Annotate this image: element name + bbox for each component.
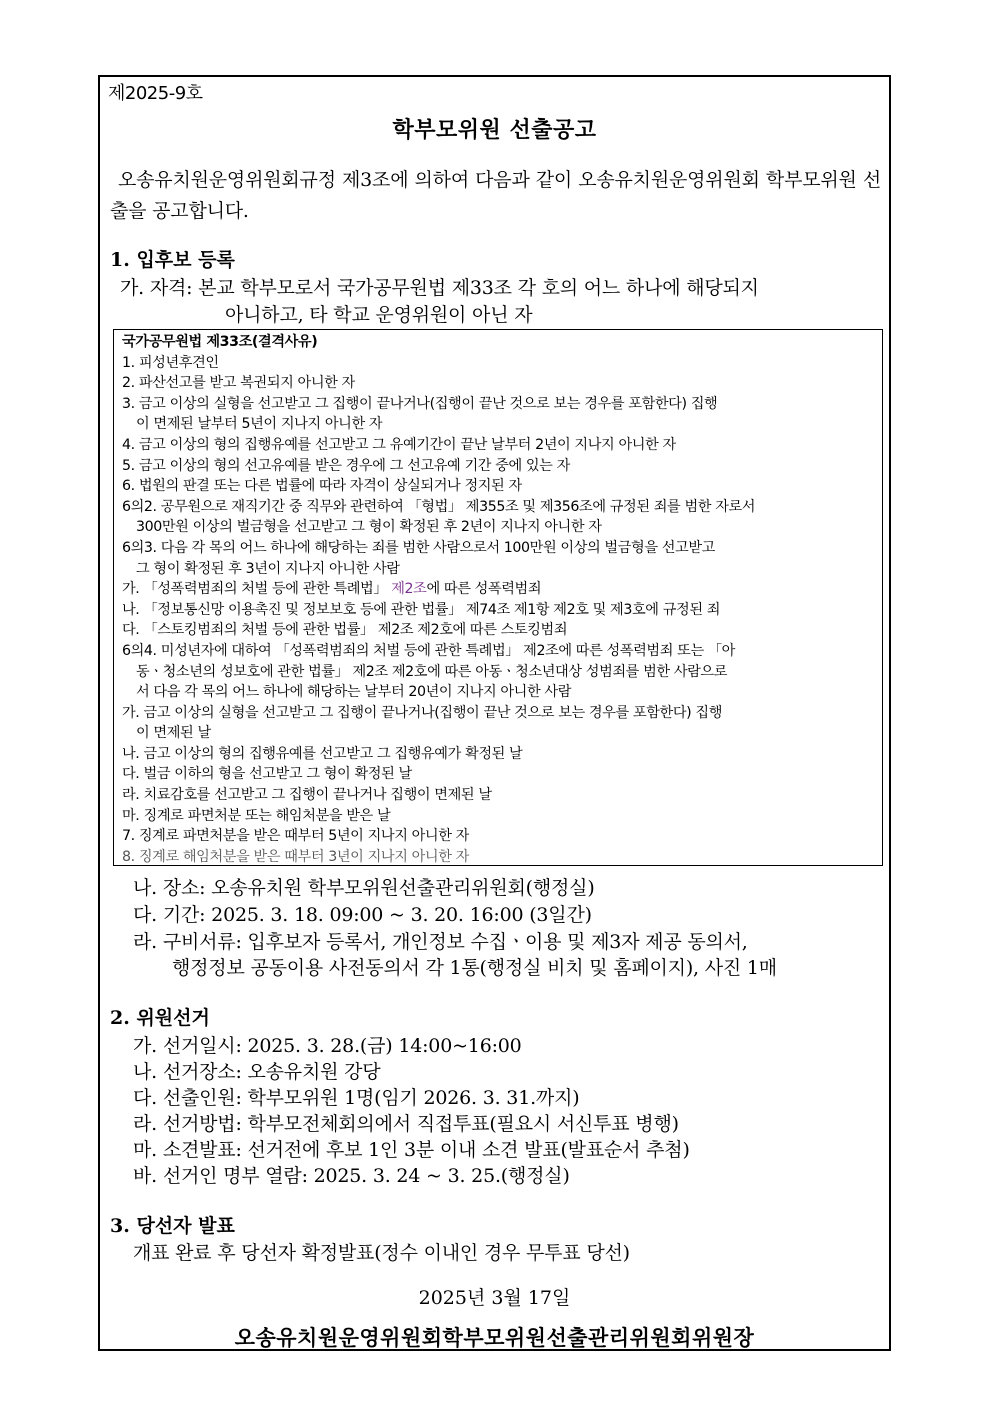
box-line: 2. 파산선고를 받고 복권되지 아니한 자 — [122, 375, 355, 392]
document-number: 제2025-9호 — [108, 83, 203, 104]
box-line: 4. 금고 이상의 형의 집행유예를 선고받고 그 유예기간이 끝난 날부터 2년이 지나지 아니한 자 — [122, 436, 676, 453]
box-line: 3. 금고 이상의 실형을 선고받고 그 집행이 끝나거나(집행이 끝난 것으로 보는 경우를 포함한다) 집행 — [122, 395, 718, 412]
election-item: 나. 선거장소: 오송유치원 강당 — [133, 1061, 381, 1083]
box-line: 다. 「스토킹범죄의 처벌 등에 관한 법률」 제2조 제2호에 따른 스토킹범죄 — [122, 622, 568, 639]
box-line: 이 면제된 날 — [136, 725, 211, 742]
box-line: 라. 치료감호를 선고받고 그 집행이 끝나거나 집행이 면제된 날 — [122, 787, 492, 804]
box-line — [122, 579, 876, 600]
box-line: 6의4. 미성년자에 대하여 「성폭력범죄의 처벌 등에 관한 특례법」 제2조에 따른 성폭력범죄 또는 「아 — [122, 642, 735, 659]
box-line: 5. 금고 이상의 형의 선고유예를 받은 경우에 그 선고유예 기간 중에 있는 자 — [122, 457, 570, 474]
notice-frame — [98, 75, 891, 1351]
documents-line-1: 라. 구비서류: 입후보자 등록서, 개인정보 수집ㆍ이용 및 제3자 제공 동의서, — [133, 931, 748, 953]
box-line: 1. 피성년후견인 — [122, 354, 219, 371]
box-line: 마. 징계로 파면처분 또는 해임처분을 받은 날 — [122, 807, 391, 824]
box-line: 7. 징계로 파면처분을 받은 때부터 5년이 지나지 아니한 자 — [122, 828, 469, 845]
box-line-part: 에 따른 성폭력범죄 — [426, 581, 542, 598]
box-line-part: 가. 「성폭력범죄의 처벌 등에 관한 특례법」 — [122, 581, 388, 598]
box-line: 가. 금고 이상의 실형을 선고받고 그 집행이 끝나거나(집행이 끝난 것으로 보는 경우를 포함한다) 집행 — [122, 704, 723, 721]
place-line: 나. 장소: 오송유치원 학부모위원선출관리위원회(행정실) — [133, 877, 595, 899]
section-2-heading: 2. 위원선거 — [110, 1007, 210, 1029]
box-line: 6의2. 공무원으로 재직기간 중 직무와 관련하여 「형법」 제355조 및 제356조에 규정된 죄를 범한 자로서 — [122, 498, 756, 515]
box-line: 8. 징계로 해임처분을 받은 때부터 3년이 지나지 아니한 자 — [122, 848, 469, 865]
qualification-line-1: 가. 자격: 본교 학부모로서 국가공무원법 제33조 각 호의 어느 하나에 해당되지 — [120, 277, 759, 299]
signature: 오송유치원운영위원회학부모위원선출관리위원회위원장 — [234, 1325, 755, 1350]
box-line: 동ㆍ청소년의 성보호에 관한 법률」 제2조 제2호에 따른 아동ㆍ청소년대상 성범죄를 범한 사람으로 — [136, 663, 728, 680]
section-3-heading: 3. 당선자 발표 — [110, 1215, 235, 1237]
box-line: 이 면제된 날부터 5년이 지나지 아니한 자 — [136, 416, 383, 433]
period-line: 다. 기간: 2025. 3. 18. 09:00 ~ 3. 20. 16:00 (3일간) — [133, 904, 592, 926]
notice-date: 2025년 3월 17일 — [418, 1287, 571, 1309]
box-line: 그 형이 확정된 후 3년이 지나지 아니한 사람 — [136, 560, 400, 577]
box-line: 나. 금고 이상의 형의 집행유예를 선고받고 그 집행유예가 확정된 날 — [122, 745, 523, 762]
election-item: 바. 선거인 명부 열람: 2025. 3. 24 ~ 3. 25.(행정실) — [133, 1165, 570, 1187]
section-1-heading: 1. 입후보 등록 — [110, 249, 235, 271]
election-item: 가. 선거일시: 2025. 3. 28.(금) 14:00~16:00 — [133, 1035, 522, 1057]
box-line: 300만원 이상의 벌금형을 선고받고 그 형이 확정된 후 2년이 지나지 아니한 자 — [136, 519, 602, 536]
box-line: 6의3. 다음 각 목의 어느 하나에 해당하는 죄를 범한 사람으로서 100만원 이상의 벌금형을 선고받고 — [122, 539, 715, 556]
qualification-line-2: 아니하고, 타 학교 운영위원이 아닌 자 — [225, 304, 533, 326]
intro-paragraph: 오송유치원운영위원회규정 제3조에 의하여 다음과 같이 오송유치원운영위원회 학부모위원 선출을 공고합니다. — [110, 169, 881, 222]
announcement-line: 개표 완료 후 당선자 확정발표(정수 이내인 경우 무투표 당선) — [133, 1242, 630, 1264]
election-item: 마. 소견발표: 선거전에 후보 1인 3분 이내 소견 발표(발표순서 추첨) — [133, 1139, 690, 1161]
election-item: 라. 선거방법: 학부모전체회의에서 직접투표(필요시 서신투표 병행) — [133, 1113, 679, 1135]
article-2-link: 제2조 — [391, 581, 427, 598]
box-line: 서 다음 각 목의 어느 하나에 해당하는 날부터 20년이 지나지 아니한 사람 — [136, 684, 572, 701]
box-line: 6. 법원의 판결 또는 다른 법률에 따라 자격이 상실되거나 정지된 자 — [122, 478, 522, 495]
election-item: 다. 선출인원: 학부모위원 1명(임기 2026. 3. 31.까지) — [133, 1087, 580, 1109]
disqualification-box — [113, 329, 883, 866]
box-line: 나. 「정보통신망 이용촉진 및 정보보호 등에 관한 법률」 제74조 제1항 제2호 및 제3호에 규정된 죄 — [122, 601, 721, 618]
box-line: 다. 벌금 이하의 형을 선고받고 그 형이 확정된 날 — [122, 766, 412, 783]
page-title: 학부모위원 선출공고 — [392, 117, 597, 143]
documents-line-2: 행정정보 공동이용 사전동의서 각 1통(행정실 비치 및 홈페이지), 사진 1매 — [172, 957, 777, 979]
box-heading: 국가공무원법 제33조(결격사유) — [122, 334, 318, 350]
